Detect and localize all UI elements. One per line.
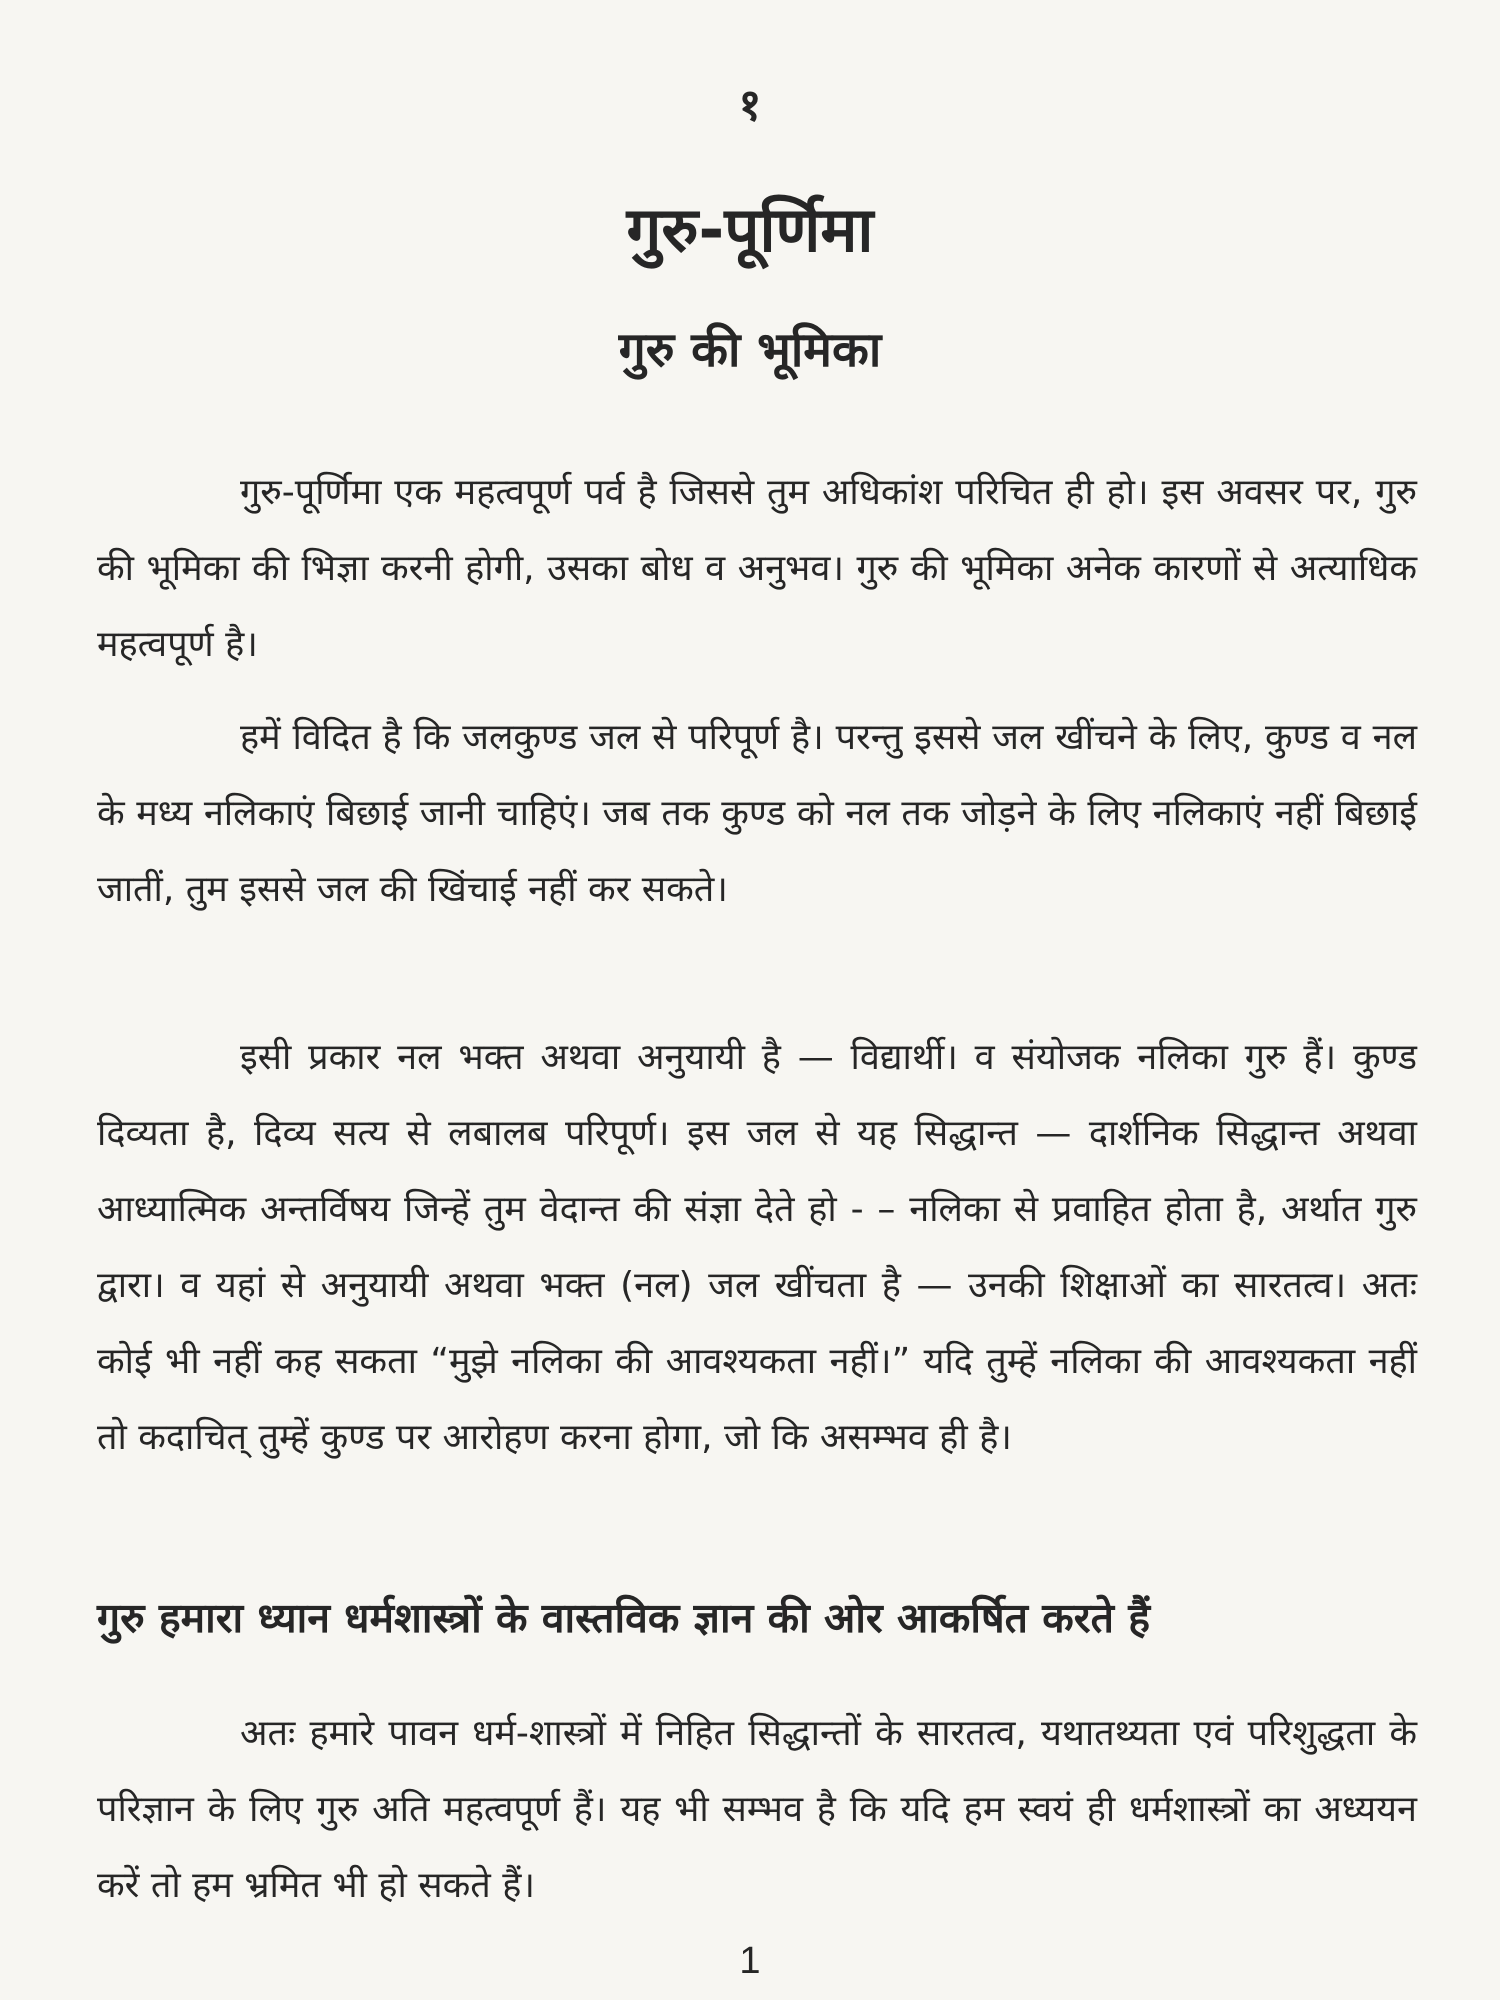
section-paragraph: अतः हमारे पावन धर्म-शास्त्रों में निहित सिद्धान्तों के सारतत्व, यथातथ्यता एवं परिशुद्धता के परिज्ञान के लिए गुरु अति महत्वपूर्ण हैं। यह भी सम्भव है कि यदि हम स्वयं ही धर्मशास्त्रों का अध्ययन करें तो हम भ्रमित भी हो सकते हैं। xyxy=(97,1713,1417,1906)
page-number: 1 xyxy=(739,1940,761,1982)
chapter-number: १ xyxy=(738,80,762,131)
chapter-subtitle: गुरु की भूमिका xyxy=(618,322,882,378)
body-paragraph-3: इसी प्रकार नल भक्त अथवा अनुयायी है — विद्यार्थी। व संयोजक नलिका गुरु हैं। कुण्ड दिव्यता है, दिव्य सत्य से लबालब परिपूर्ण। इस जल से यह सिद्धान्त — दार्शनिक सिद्धान्त अथवा आध्यात्मिक अन्तर्विषय जिन्हें तुम वेदान्त की संज्ञा देते हो - – नलिका से प्रवाहित होता है, अर्थात गुरु द्वारा। व यहां से अनुयायी अथवा भक्त (नल) जल खींचता है — उनकी शिक्षाओं का सारतत्व। अतः कोई भी नहीं कह सकता “मुझे नलिका की आवश्यकता नहीं।” यदि तुम्हें नलिका की आवश्यकता नहीं तो कदाचित् तुम्हें कुण्ड पर आरोहण करना होगा, जो कि असम्भव ही है। xyxy=(97,1037,1417,1458)
section-heading: गुरु हमारा ध्यान धर्मशास्त्रों के वास्तविक ज्ञान की ओर आकर्षित करते हैं xyxy=(97,1594,1150,1642)
body-paragraph-1: गुरु-पूर्णिमा एक महत्वपूर्ण पर्व है जिससे तुम अधिकांश परिचित ही हो। इस अवसर पर, गुरु की भूमिका की भिज्ञा करनी होगी, उसका बोध व अनुभव। गुरु की भूमिका अनेक कारणों से अत्याधिक महत्वपूर्ण है। xyxy=(97,472,1417,665)
body-paragraph-2: हमें विदित है कि जलकुण्ड जल से परिपूर्ण है। परन्तु इससे जल खींचने के लिए, कुण्ड व नल के मध्य नलिकाएं बिछाई जानी चाहिएं। जब तक कुण्ड को नल तक जोड़ने के लिए नलिकाएं नहीं बिछाई जातीं, तुम इससे जल की खिंचाई नहीं कर सकते। xyxy=(97,717,1417,910)
chapter-title: गुरु-पूर्णिमा xyxy=(626,193,874,266)
